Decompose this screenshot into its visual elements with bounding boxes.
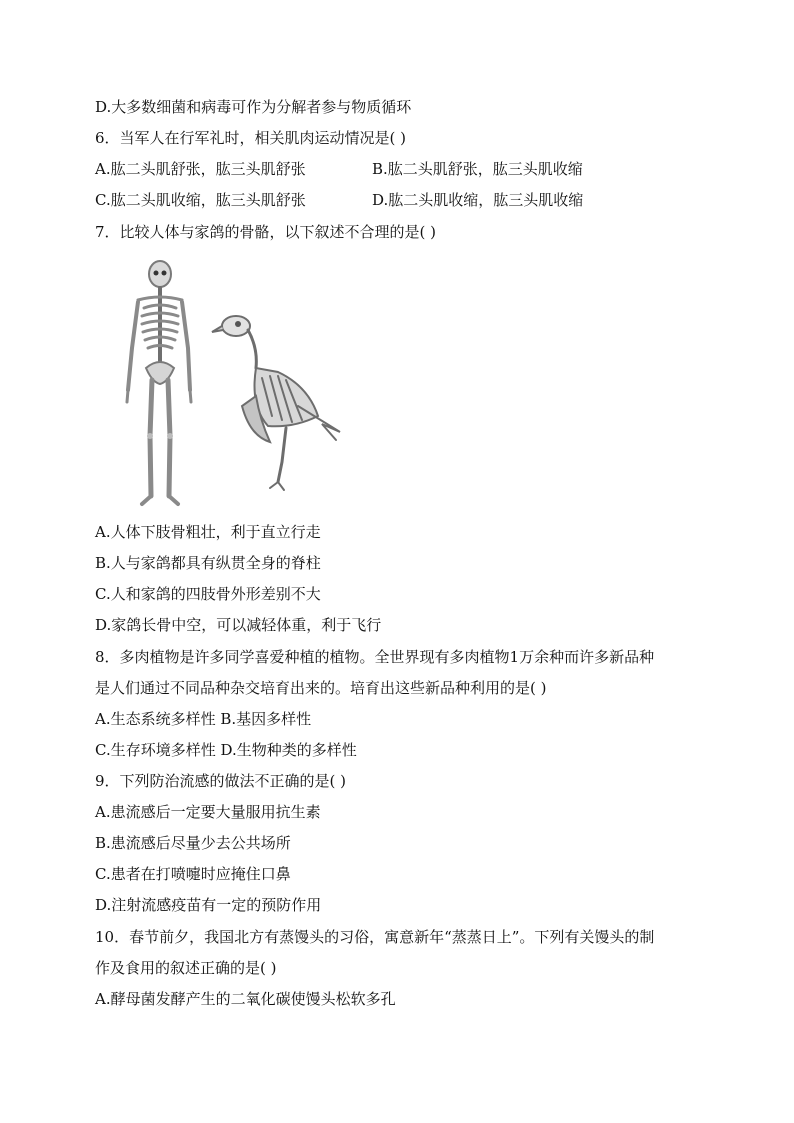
q10-option-a: A.酵母菌发酵产生的二氧化碳使馒头松软多孔 [95,990,396,1008]
q7-option-c: C.人和家鸽的四肢骨外形差别不大 [95,585,321,603]
q9-option-b: B.患流感后尽量少去公共场所 [95,834,291,852]
q8-stem-line-1: 8．多肉植物是许多同学喜爱种植的植物。全世界现有多肉植物1万余种而许多新品种 [95,648,655,666]
q9-option-a: A.患流感后一定要大量服用抗生素 [95,803,321,821]
q6-stem: 6．当军人在行军礼时，相关肌肉运动情况是( ) [95,129,407,147]
q10-stem-line-1: 10．春节前夕，我国北方有蒸馒头的习俗，寓意新年“蒸蒸日上”。下列有关馒头的制 [95,928,655,946]
q7-option-d: D.家鸽长骨中空，可以减轻体重，利于飞行 [95,616,382,634]
q8-stem-line-2: 是人们通过不同品种杂交培育出来的。培育出这些新品种利用的是( ) [95,679,547,697]
q10-stem-line-2: 作及食用的叙述正确的是( ) [95,959,277,977]
pigeon-skeleton-illustration [212,316,340,490]
q8-options-cd: C.生存环境多样性 D.生物种类的多样性 [95,741,357,759]
q6-option-d: D.肱二头肌收缩，肱三头肌收缩 [372,191,584,209]
human-skeleton-illustration [127,261,191,504]
q6-option-b: B.肱二头肌舒张，肱三头肌收缩 [372,160,583,178]
q6-option-c: C.肱二头肌收缩，肱三头肌舒张 [95,191,306,209]
q9-option-c: C.患者在打喷嚏时应掩住口鼻 [95,865,291,883]
q9-stem: 9．下列防治流感的做法不正确的是( ) [95,772,347,790]
skeleton-comparison-figure [118,256,358,512]
q7-stem: 7．比较人体与家鸽的骨骼，以下叙述不合理的是( ) [95,223,437,241]
q9-option-d: D.注射流感疫苗有一定的预防作用 [95,896,322,914]
q7-option-a: A.人体下肢骨粗壮，利于直立行走 [95,523,321,541]
q8-options-ab: A.生态系统多样性 B.基因多样性 [95,710,312,728]
q6-option-a: A.肱二头肌舒张，肱三头肌舒张 [95,160,306,178]
q5-option-d: D.大多数细菌和病毒可作为分解者参与物质循环 [95,98,412,116]
q7-option-b: B.人与家鸽都具有纵贯全身的脊柱 [95,554,321,572]
